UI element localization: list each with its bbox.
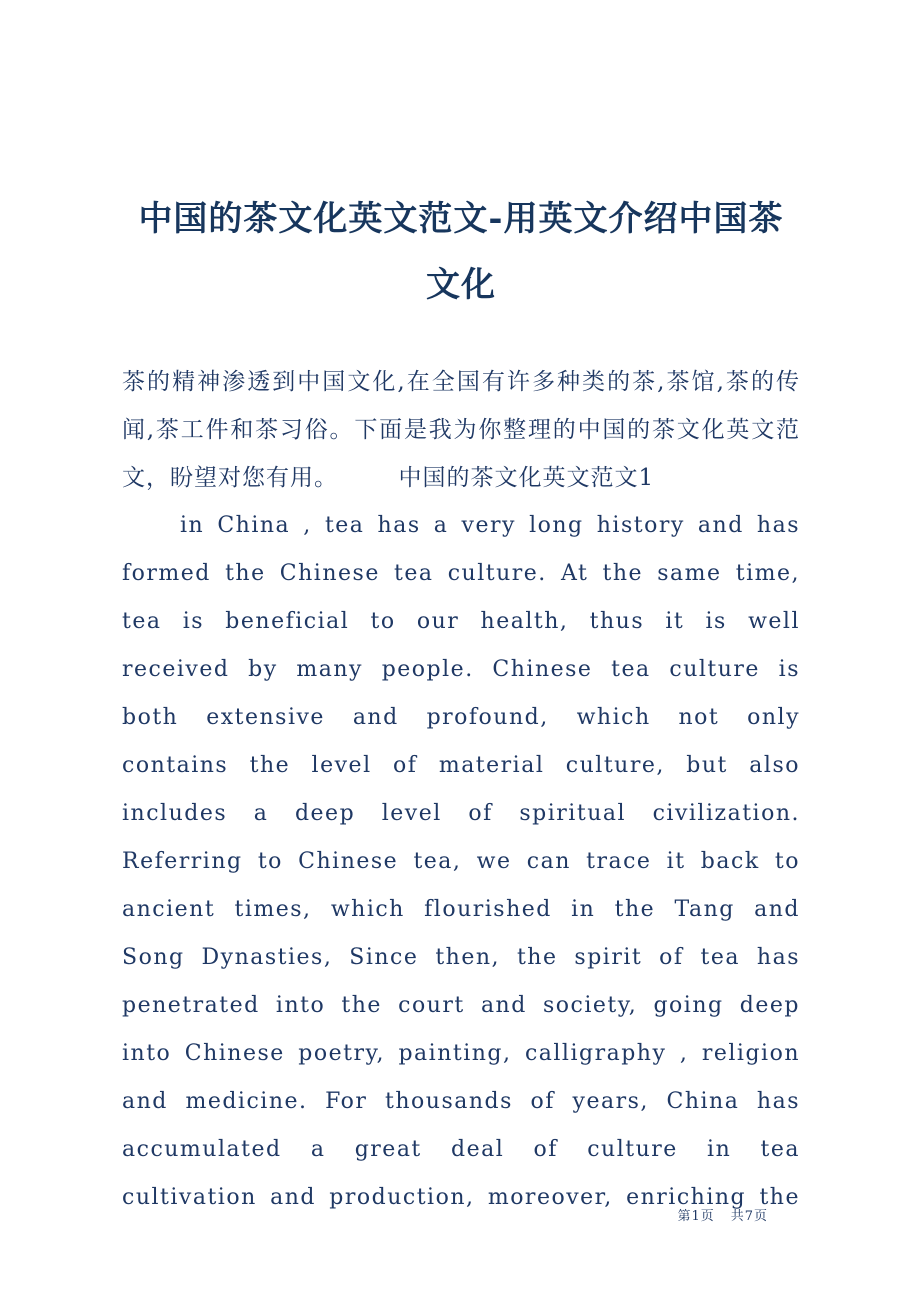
page-footer bbox=[677, 1205, 768, 1224]
paragraph-english-body: in China , tea has a very long history and has formed the Chinese tea culture. At the same time, tea is beneficial to our health, thus it is well received by many people. Chinese tea culture is both extensive and profound, which not only contains the level of material culture, but also includes a deep level of spiritual civilization. Referring to Chinese tea, we can trace it back to ancient times, which flourished in the Tang and Song Dynasties, Since then, the spirit of tea has penetrated into the court and society, going deep into Chinese poetry, painting, calligraphy , religion and medicine. For thousands of years, China has accumulated a great deal of culture in tea cultivation and production, moreover, enriching the bbox=[122, 513, 800, 1210]
footer-total-pages: 共7页 bbox=[730, 1209, 768, 1224]
document-title: 中国的茶文化英文范文-用英文介绍中国茶文化 bbox=[138, 199, 784, 305]
paragraph-chinese-intro: 茶的精神渗透到中国文化,在全国有许多种类的茶,茶馆,茶的传闻,茶工件和茶习俗。下面是我为你整理的中国的茶文化英文范文，盼望对您有用。 中国的茶文化英文范文1 bbox=[122, 369, 800, 491]
footer-page-number: 第1页 bbox=[677, 1209, 715, 1224]
